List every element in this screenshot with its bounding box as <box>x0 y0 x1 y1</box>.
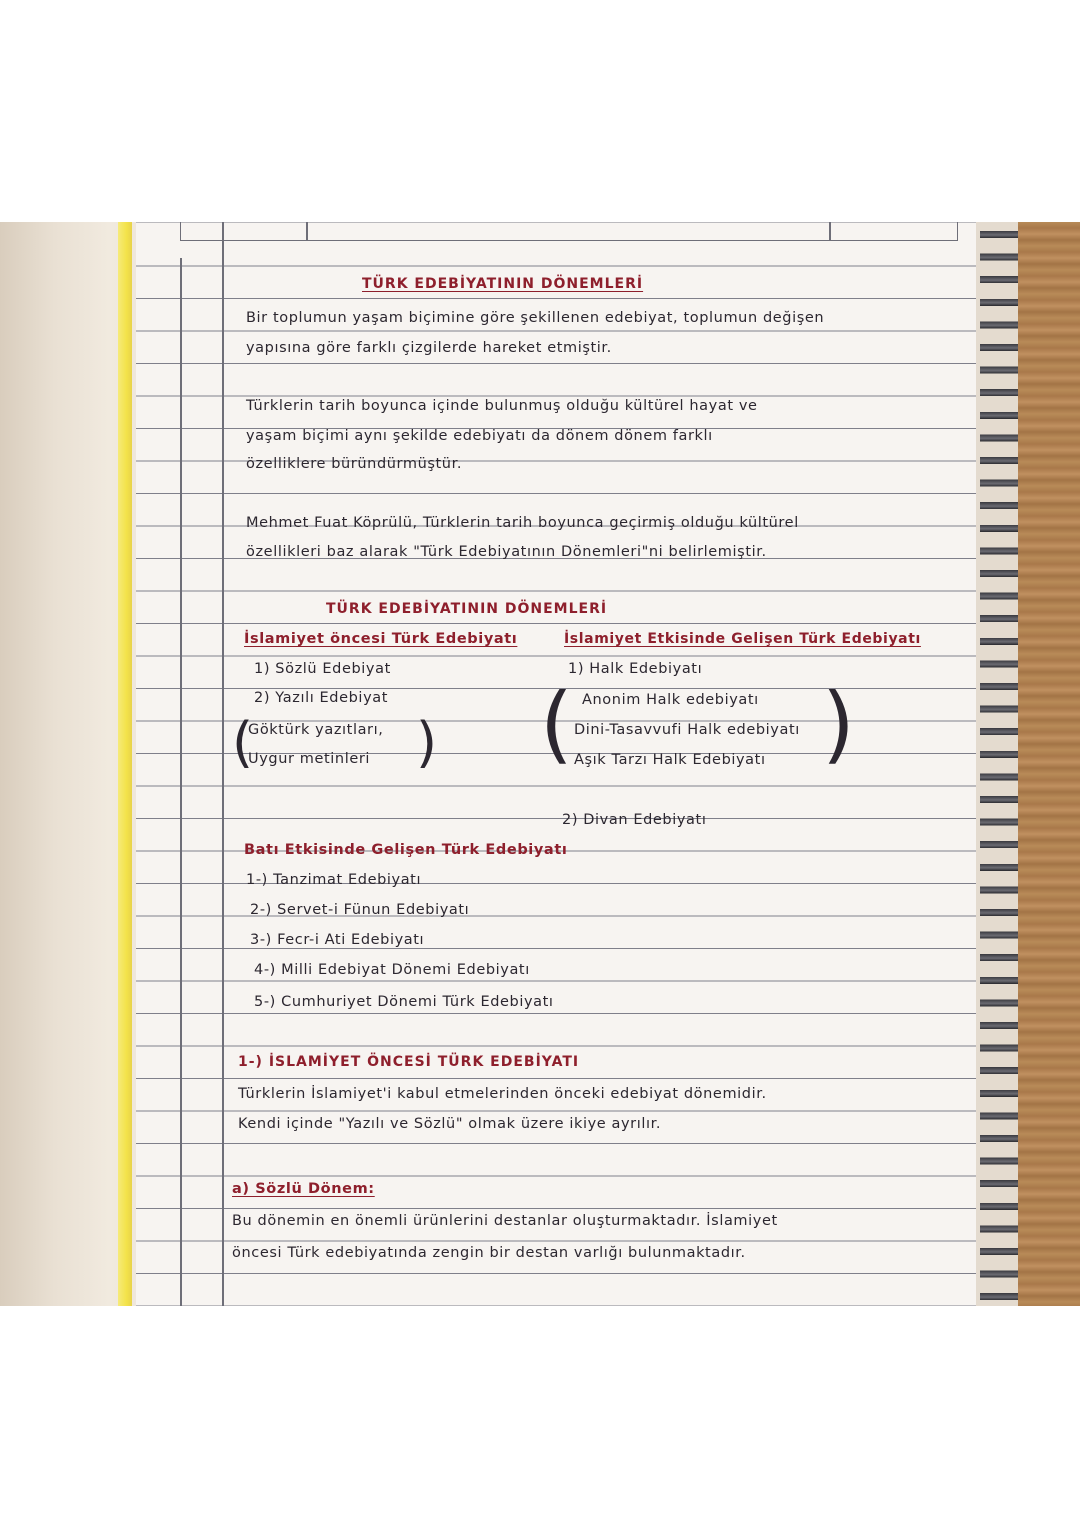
page-title: TÜRK EDEBİYATININ DÖNEMLERİ <box>362 276 644 292</box>
intro-line-1: Bir toplumun yaşam biçimine göre şekillenen edebiyat, toplumun değişen <box>246 310 825 326</box>
section-a-line-2: öncesi Türk edebiyatında zengin bir destan varlığı bulunmaktadır. <box>232 1245 746 1261</box>
halk-sub-1: Anonim Halk edebiyatı <box>582 692 759 708</box>
section-a-line-1: Bu dönemin en önemli ürünlerini destanlar oluşturmaktadır. İslamiyet <box>232 1213 778 1229</box>
bati-item-5: 5-) Cumhuriyet Dönemi Türk Edebiyatı <box>254 994 554 1010</box>
section-a-heading: a) Sözlü Dönem: <box>232 1181 375 1197</box>
halk-sub-2: Dini-Tasavvufi Halk edebiyatı <box>574 722 800 738</box>
paragraph2-line-1: Türklerin tarih boyunca içinde bulunmuş olduğu kültürel hayat ve <box>246 398 758 414</box>
bati-etkisi-heading: Batı Etkisinde Gelişen Türk Edebiyatı <box>244 842 568 858</box>
right-paren-large-icon: ) <box>822 675 855 773</box>
section1-heading: 1-) İSLAMİYET ÖNCESİ TÜRK EDEBİYATI <box>238 1054 580 1070</box>
left-paren-icon: ( <box>232 711 254 774</box>
yellow-folder-edge <box>118 222 132 1306</box>
left-paren-large-icon: ( <box>540 675 573 773</box>
islam-oncesi-heading: İslamiyet öncesi Türk Edebiyatı <box>244 631 518 647</box>
halk-sub-3: Aşık Tarzı Halk Edebiyatı <box>574 752 766 768</box>
left-rule-line <box>180 258 182 1306</box>
islam-etkisi-item-1: 1) Halk Edebiyatı <box>568 661 703 677</box>
spiral-binding <box>980 222 1018 1306</box>
islam-oncesi-sub-2: Uygur metinleri <box>248 751 371 767</box>
islam-oncesi-item-2: 2) Yazılı Edebiyat <box>254 690 389 706</box>
bati-item-4: 4-) Milli Edebiyat Dönemi Edebiyatı <box>254 962 530 978</box>
section-title: TÜRK EDEBİYATININ DÖNEMLERİ <box>326 601 608 617</box>
bati-item-1: 1-) Tanzimat Edebiyatı <box>246 872 422 888</box>
bati-item-2: 2-) Servet-i Fünun Edebiyatı <box>250 902 470 918</box>
paragraph2-line-2: yaşam biçimi aynı şekilde edebiyatı da dönem dönem farklı <box>246 428 713 444</box>
paragraph3-line-1: Mehmet Fuat Köprülü, Türklerin tarih boyunca geçirmiş olduğu kültürel <box>246 515 799 531</box>
table-surface <box>0 222 136 1306</box>
islam-oncesi-sub-1: Göktürk yazıtları, <box>248 722 384 738</box>
islam-etkisi-item-2: 2) Divan Edebiyatı <box>562 812 707 828</box>
section1-line-1: Türklerin İslamiyet'i kabul etmelerinden önceki edebiyat dönemidir. <box>238 1086 767 1102</box>
paragraph3-line-2: özellikleri baz alarak "Türk Edebiyatının Dönemleri"ni belirlemiştir. <box>246 544 767 560</box>
margin-line <box>222 222 224 1306</box>
right-paren-icon: ) <box>416 711 438 774</box>
paragraph2-line-3: özelliklere büründürmüştür. <box>246 456 463 472</box>
islam-etkisi-heading: İslamiyet Etkisinde Gelişen Türk Edebiyatı <box>564 631 921 647</box>
islam-oncesi-item-1: 1) Sözlü Edebiyat <box>254 661 391 677</box>
page-header-box <box>180 222 958 241</box>
bati-item-3: 3-) Fecr-i Ati Edebiyatı <box>250 932 425 948</box>
section1-line-2: Kendi içinde "Yazılı ve Sözlü" olmak üzere ikiye ayrılır. <box>238 1116 662 1132</box>
wooden-desk-edge <box>1018 222 1080 1306</box>
intro-line-2: yapısına göre farklı çizgilerde hareket etmiştir. <box>246 340 612 356</box>
